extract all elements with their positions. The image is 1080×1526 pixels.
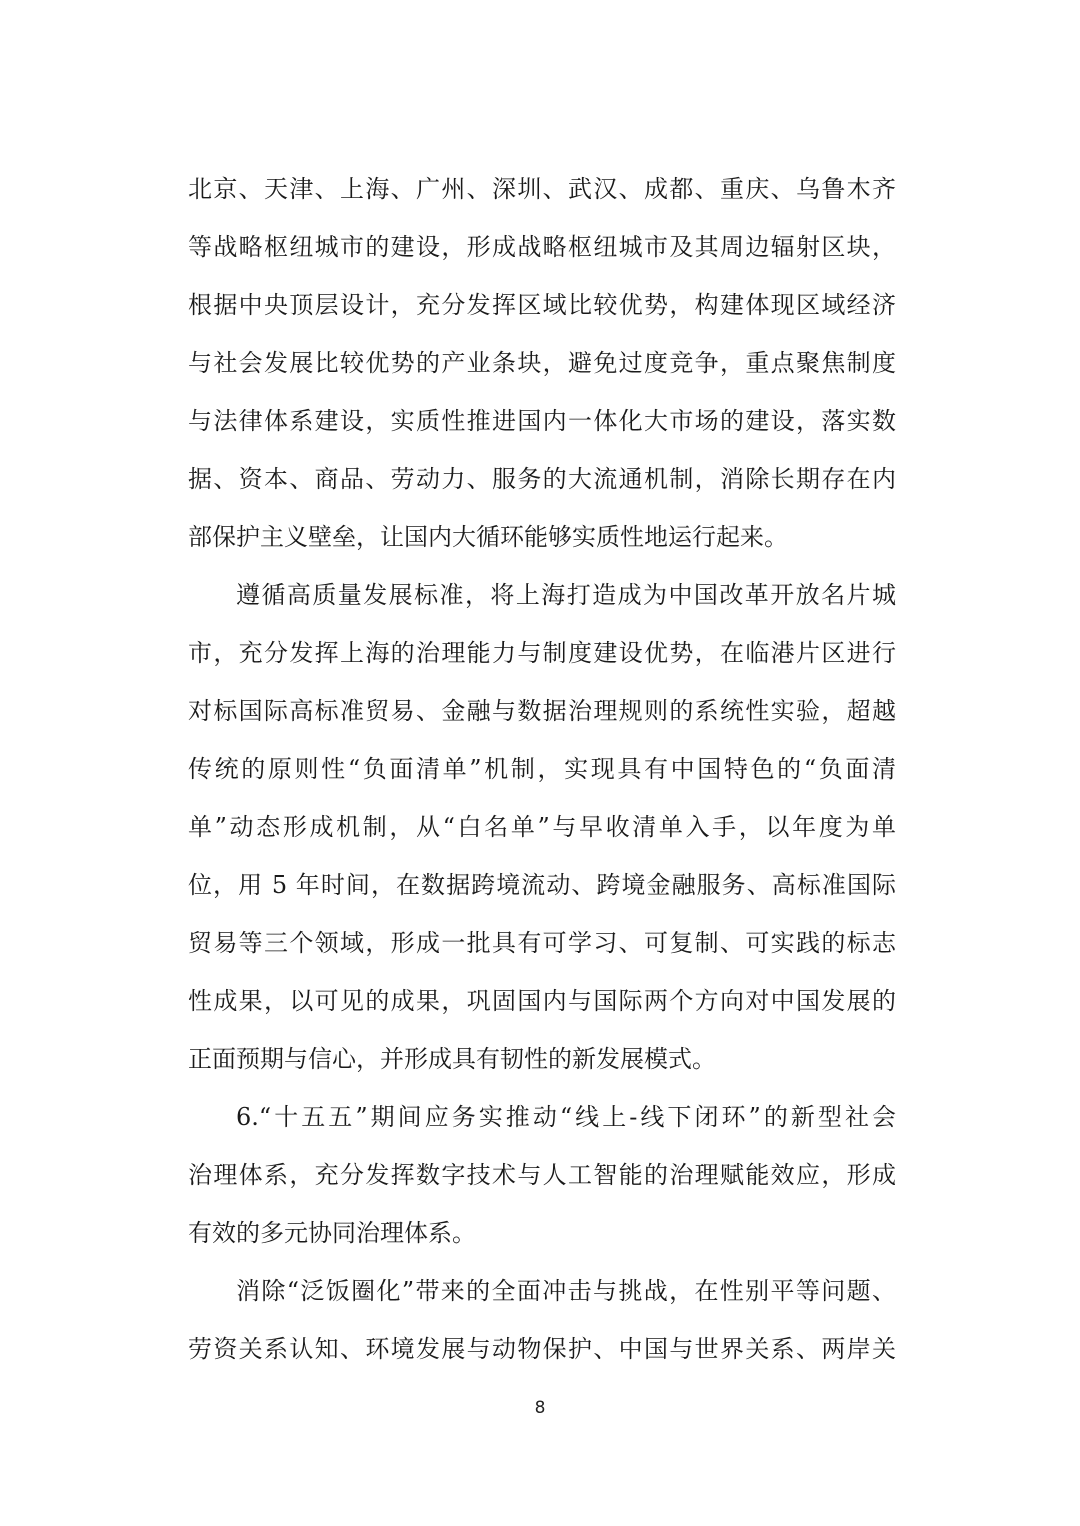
text-line: 根据中央顶层设计，充分发挥区域比较优势，构建体现区域经济 — [188, 291, 896, 319]
page-number: 8 — [534, 1398, 546, 1418]
text-line: 正面预期与信心，并形成具有韧性的新发展模式。 — [188, 1045, 716, 1073]
text-line: 治理体系，充分发挥数字技术与人工智能的治理赋能效应，形成 — [188, 1161, 896, 1189]
text-line: 遵循高质量发展标准，将上海打造成为中国改革开放名片城 — [236, 581, 896, 609]
text-line: 对标国际高标准贸易、金融与数据治理规则的系统性实验，超越 — [188, 697, 896, 725]
text-line: 劳资关系认知、环境发展与动物保护、中国与世界关系、两岸关 — [188, 1335, 896, 1363]
text-line: 北京、天津、上海、广州、深圳、武汉、成都、重庆、乌鲁木齐 — [188, 175, 896, 203]
text-line: 等战略枢纽城市的建设，形成战略枢纽城市及其周边辐射区块， — [188, 233, 896, 261]
body-text — [188, 160, 896, 1378]
text-line: 贸易等三个领域，形成一批具有可学习、可复制、可实践的标志 — [188, 929, 896, 957]
text-line: 单”动态形成机制，从“白名单”与早收清单入手，以年度为单 — [188, 813, 896, 841]
text-line: 消除“泛饭圈化”带来的全面冲击与挑战，在性别平等问题、 — [236, 1277, 896, 1305]
text-line: 与社会发展比较优势的产业条块，避免过度竞争，重点聚焦制度 — [188, 349, 896, 377]
text-line: 传统的原则性“负面清单”机制，实现具有中国特色的“负面清 — [188, 755, 896, 783]
paragraph-1 — [188, 160, 896, 566]
paragraph-2 — [188, 566, 896, 1088]
text-line: 与法律体系建设，实质性推进国内一体化大市场的建设，落实数 — [188, 407, 896, 435]
text-line: 部保护主义壁垒，让国内大循环能够实质性地运行起来。 — [188, 523, 788, 551]
text-line: 性成果，以可见的成果，巩固国内与国际两个方向对中国发展的 — [188, 987, 896, 1015]
text-line: 据、资本、商品、劳动力、服务的大流通机制，消除长期存在内 — [188, 465, 896, 493]
paragraph-3 — [188, 1088, 896, 1262]
text-line: 有效的多元协同治理体系。 — [188, 1219, 476, 1247]
text-line: 市，充分发挥上海的治理能力与制度建设优势，在临港片区进行 — [188, 639, 896, 667]
paragraph-4 — [188, 1262, 896, 1378]
numbered-heading-line: 6.“十五五”期间应务实推动“线上-线下闭环”的新型社会 — [236, 1103, 896, 1131]
text-line: 位，用 5 年时间，在数据跨境流动、跨境金融服务、高标准国际 — [188, 871, 896, 899]
